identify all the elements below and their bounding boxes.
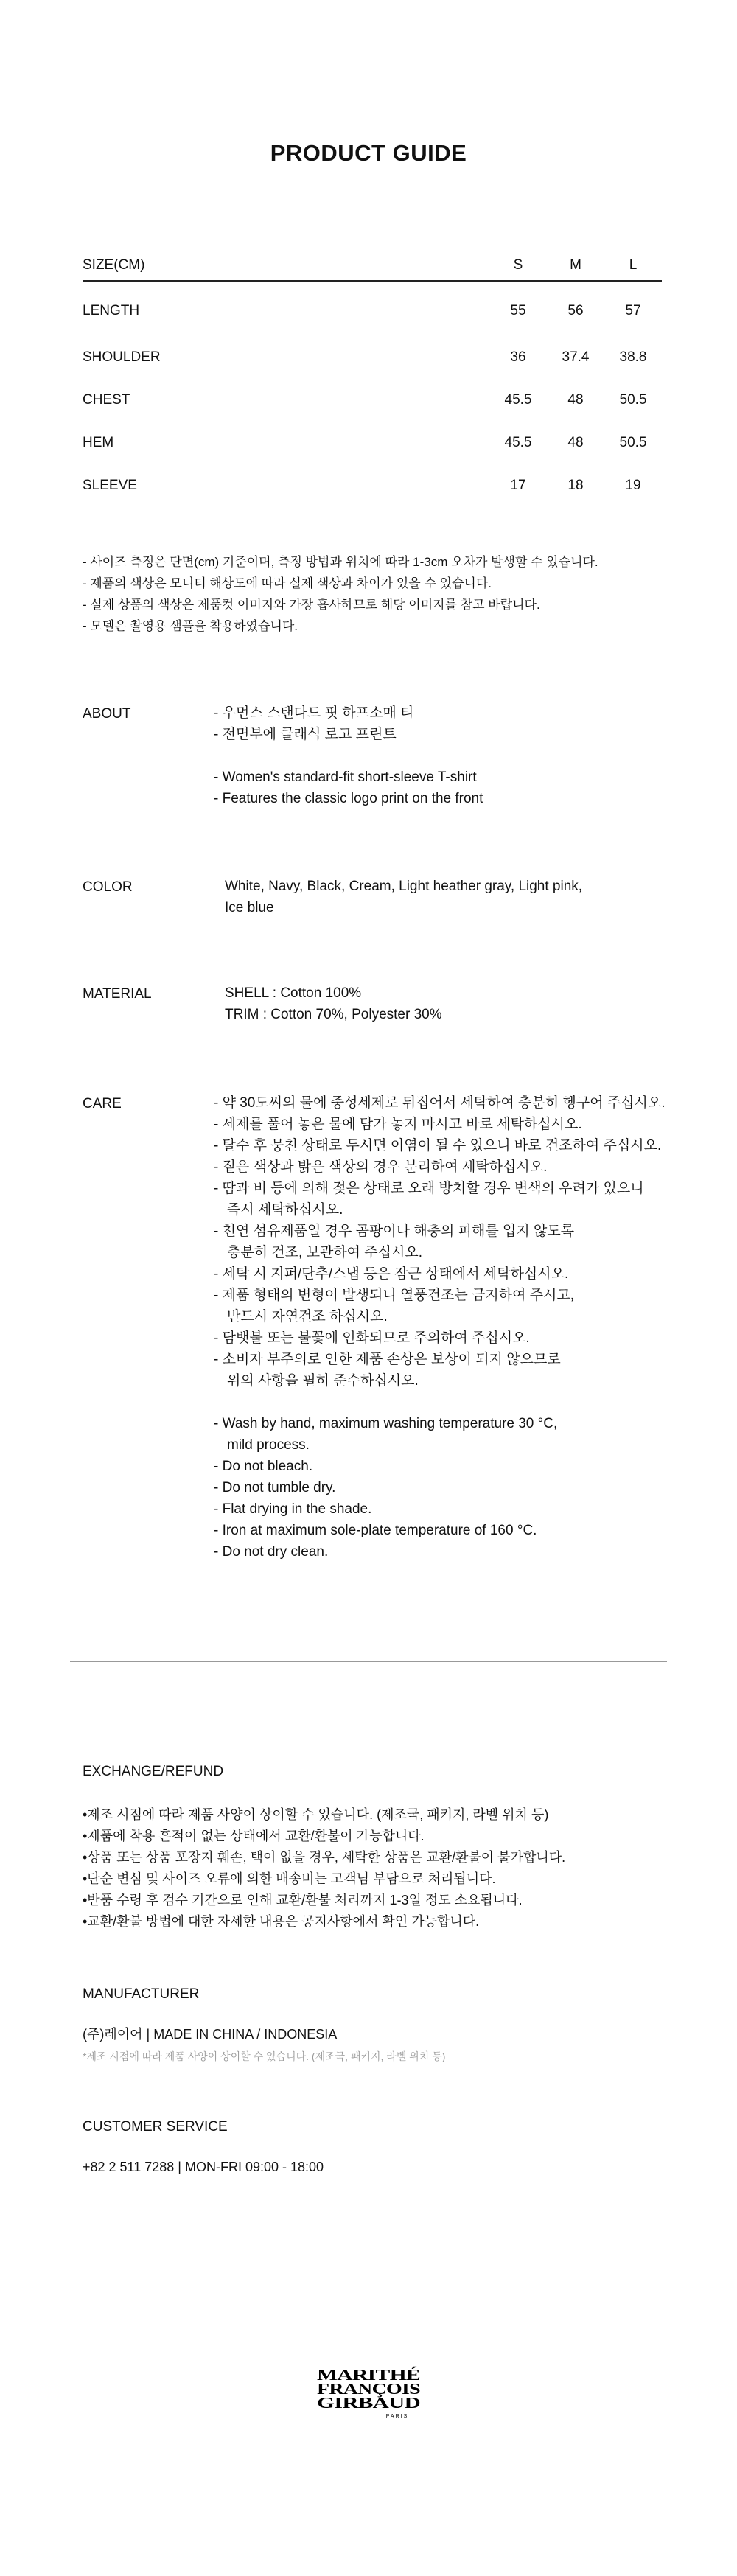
cell-l: 57 bbox=[625, 303, 641, 318]
size-header-l: L bbox=[604, 251, 662, 281]
about-line: - Features the classic logo print on the front bbox=[214, 791, 483, 806]
cell-s: 45.5 bbox=[504, 392, 532, 408]
care-line: - 소비자 부주의로 인한 제품 손상은 보상이 되지 않으므로 bbox=[214, 1352, 561, 1367]
size-header-m: M bbox=[547, 251, 604, 281]
about-line: - 전면부에 클래식 로고 프린트 bbox=[214, 727, 397, 742]
table-row bbox=[83, 281, 662, 336]
exchange-line: •반품 수령 후 검수 기간으로 인해 교환/환불 처리까지 1-3일 정도 소요됩니다. bbox=[83, 1893, 523, 1907]
row-label: SLEEVE bbox=[83, 478, 137, 493]
material-label: MATERIAL bbox=[83, 986, 152, 1002]
cell-s: 36 bbox=[510, 349, 526, 365]
care-line: - 탈수 후 뭉친 상태로 두시면 이염이 될 수 있으니 바로 건조하여 주십시오. bbox=[214, 1138, 662, 1153]
cell-l: 50.5 bbox=[619, 392, 647, 408]
about-line: - 우먼스 스탠다드 핏 하프소매 티 bbox=[214, 705, 414, 721]
logo-line-2: FRANÇOIS bbox=[317, 2380, 420, 2398]
cell-m: 48 bbox=[567, 392, 584, 408]
care-line: - 천연 섬유제품일 경우 곰팡이나 해충의 피해를 입지 않도록 bbox=[214, 1224, 575, 1239]
manufacturer-note: *제조 시점에 따라 제품 사양이 상이할 수 있습니다. (제조국, 패키지, 라벨 위치 등) bbox=[83, 2050, 446, 2062]
size-header-label: SIZE(CM) bbox=[83, 251, 489, 281]
exchange-line: •단순 변심 및 사이즈 오류에 의한 배송비는 고객님 부담으로 처리됩니다. bbox=[83, 1871, 496, 1886]
exchange-line: •상품 또는 상품 포장지 훼손, 택이 없을 경우, 세탁한 상품은 교환/환불이 불가합니다. bbox=[83, 1850, 566, 1865]
manufacturer-text bbox=[83, 2024, 337, 2045]
exchange-line: •제조 시점에 따라 제품 사양이 상이할 수 있습니다. (제조국, 패키지, 라벨 위치 등) bbox=[83, 1807, 549, 1822]
care-line: - Flat drying in the shade. bbox=[214, 1501, 372, 1517]
material-line: TRIM : Cotton 70%, Polyester 30% bbox=[225, 1007, 442, 1022]
page-title: PRODUCT GUIDE bbox=[270, 140, 467, 166]
logo-line-1: MARITHÉ bbox=[317, 2366, 420, 2384]
care-line: 반드시 자연건조 하십시오. bbox=[227, 1309, 388, 1324]
care-text bbox=[214, 1092, 666, 1563]
customer-service-text bbox=[83, 2157, 324, 2178]
row-label: LENGTH bbox=[83, 303, 140, 318]
care-line: mild process. bbox=[227, 1437, 310, 1453]
care-line: 충분히 건조, 보관하여 주십시오. bbox=[227, 1245, 422, 1260]
cell-m: 37.4 bbox=[562, 349, 590, 365]
section-divider bbox=[70, 1661, 667, 1662]
care-line: - Do not tumble dry. bbox=[214, 1480, 336, 1495]
care-line: - 제품 형태의 변형이 발생되니 열풍건조는 금지하여 주시고, bbox=[214, 1288, 575, 1303]
care-line: 즉시 세탁하십시오. bbox=[227, 1202, 343, 1218]
row-label: HEM bbox=[83, 435, 114, 450]
note-line: - 사이즈 측정은 단면(cm) 기준이며, 측정 방법과 위치에 따라 1-3cm 오차가 발생할 수 있습니다. bbox=[83, 555, 598, 569]
cell-m: 56 bbox=[567, 303, 584, 318]
cell-s: 55 bbox=[510, 303, 526, 318]
table-row bbox=[83, 422, 662, 464]
about-line: - Women's standard-fit short-sleeve T-shirt bbox=[214, 769, 477, 785]
color-line: White, Navy, Black, Cream, Light heather gray, Light pink, bbox=[225, 879, 583, 894]
care-line: - Do not bleach. bbox=[214, 1459, 313, 1474]
size-table bbox=[83, 251, 662, 507]
about-text bbox=[214, 702, 483, 809]
color-label: COLOR bbox=[83, 879, 133, 895]
exchange-line: •제품에 착용 흔적이 없는 상태에서 교환/환불이 가능합니다. bbox=[83, 1829, 425, 1843]
care-line: - 세탁 시 지퍼/단추/스냅 등은 잠근 상태에서 세탁하십시오. bbox=[214, 1266, 569, 1282]
note-line: - 제품의 색상은 모니터 해상도에 따라 실제 색상과 차이가 있을 수 있습니다. bbox=[83, 576, 492, 590]
care-line: - 짙은 색상과 밝은 색상의 경우 분리하여 세탁하십시오. bbox=[214, 1159, 548, 1175]
note-line: - 실제 상품의 색상은 제품컷 이미지와 가장 흡사하므로 해당 이미지를 참고 바랍니다. bbox=[83, 598, 540, 612]
row-label: SHOULDER bbox=[83, 349, 161, 365]
table-row bbox=[83, 336, 662, 379]
customer-service-title: CUSTOMER SERVICE bbox=[83, 2119, 228, 2135]
cell-m: 48 bbox=[567, 435, 584, 450]
brand-logo bbox=[315, 2364, 422, 2420]
customer-service-line: +82 2 511 7288 | MON-FRI 09:00 - 18:00 bbox=[83, 2160, 324, 2174]
care-line: 위의 사항을 필히 준수하십시오. bbox=[227, 1373, 419, 1389]
logo-subline: PARIS bbox=[385, 2414, 409, 2419]
care-line: - 땀과 비 등에 의해 젖은 상태로 오래 방치할 경우 변색의 우려가 있으니 bbox=[214, 1181, 644, 1196]
cell-s: 45.5 bbox=[504, 435, 532, 450]
care-line: - 약 30도씨의 물에 중성세제로 뒤집어서 세탁하여 충분히 헹구어 주십시오. bbox=[214, 1095, 666, 1111]
logo-line-3: GIRBAUD bbox=[317, 2394, 421, 2412]
exchange-text bbox=[83, 1804, 565, 1933]
table-row bbox=[83, 464, 662, 507]
note-line: - 모델은 촬영용 샘플을 착용하였습니다. bbox=[83, 619, 298, 633]
about-label: ABOUT bbox=[83, 706, 131, 722]
manufacturer-line: (주)레이어 | MADE IN CHINA / INDONESIA bbox=[83, 2027, 338, 2042]
row-label: CHEST bbox=[83, 392, 130, 408]
color-line: Ice blue bbox=[225, 900, 274, 915]
cell-l: 50.5 bbox=[619, 435, 647, 450]
material-text bbox=[225, 982, 442, 1025]
manufacturer-title: MANUFACTURER bbox=[83, 1986, 200, 2002]
size-table-header bbox=[83, 251, 662, 281]
cell-s: 17 bbox=[510, 478, 526, 493]
size-notes bbox=[83, 551, 598, 637]
exchange-title: EXCHANGE/REFUND bbox=[83, 1764, 224, 1779]
care-line: - 담뱃불 또는 불꽃에 인화되므로 주의하여 주십시오. bbox=[214, 1330, 530, 1346]
material-line: SHELL : Cotton 100% bbox=[225, 985, 362, 1001]
care-line: - Iron at maximum sole-plate temperature of 160 °C. bbox=[214, 1523, 537, 1538]
care-line: - 세제를 풀어 놓은 물에 담가 놓지 마시고 바로 세탁하십시오. bbox=[214, 1117, 582, 1132]
color-text bbox=[225, 876, 582, 918]
care-line: - Do not dry clean. bbox=[214, 1544, 329, 1560]
care-label: CARE bbox=[83, 1096, 122, 1111]
cell-m: 18 bbox=[567, 478, 584, 493]
size-header-s: S bbox=[489, 251, 547, 281]
table-row bbox=[83, 379, 662, 422]
cell-l: 38.8 bbox=[619, 349, 647, 365]
care-line: - Wash by hand, maximum washing temperature 30 °C, bbox=[214, 1416, 558, 1431]
exchange-line: •교환/환불 방법에 대한 자세한 내용은 공지사항에서 확인 가능합니다. bbox=[83, 1914, 480, 1929]
cell-l: 19 bbox=[625, 478, 641, 493]
